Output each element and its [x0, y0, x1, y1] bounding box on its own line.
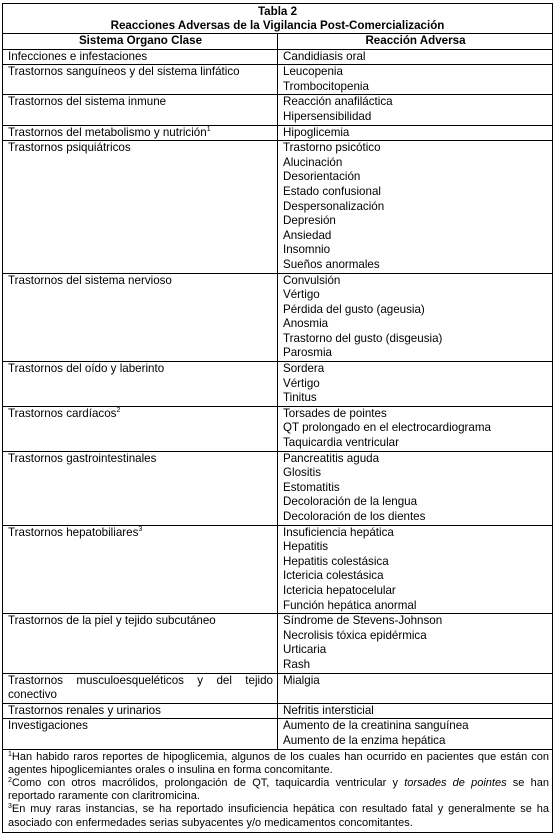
- system-organ-class-name: Trastornos del metabolismo y nutrición: [8, 125, 207, 139]
- adverse-reaction-item: Insomnio: [283, 243, 331, 257]
- system-organ-class-cell: [3, 406, 278, 451]
- adverse-reaction-item: Aumento de la enzima hepática: [283, 733, 446, 747]
- adverse-reaction-item: Insuficiencia hepática: [283, 525, 394, 539]
- adverse-reaction-item: Sueños anormales: [283, 257, 380, 271]
- table-body: [3, 49, 553, 749]
- adverse-reaction-item: Glositis: [283, 466, 322, 480]
- adverse-reaction-cell: [278, 703, 553, 719]
- adverse-reaction-item: Anosmia: [283, 317, 329, 331]
- table-number: Tabla 2: [257, 5, 298, 18]
- adverse-reaction-item: Pérdida del gusto (ageusia): [283, 302, 425, 316]
- system-organ-class-cell: [3, 703, 278, 719]
- adverse-reaction-item: Vértigo: [283, 288, 320, 302]
- system-organ-class-name: Trastornos renales y urinarios: [8, 703, 161, 717]
- table-row: [3, 95, 553, 125]
- system-organ-class-name: Trastornos psiquiátricos: [8, 141, 131, 155]
- adverse-reaction-cell: [278, 49, 553, 65]
- column-header-system: Sistema Organo Clase: [3, 34, 278, 50]
- adverse-reaction-cell: [278, 65, 553, 95]
- adverse-reaction-cell: [278, 141, 553, 273]
- adverse-reaction-item: Rash: [283, 657, 311, 671]
- footnote: [8, 751, 549, 777]
- footnote-italic-term: torsades de pointes: [404, 776, 507, 789]
- adverse-reactions-table: [2, 3, 553, 833]
- table-subtitle: Reacciones Adversas de la Vigilancia Post-Comercialización: [110, 19, 445, 32]
- adverse-reaction-item: Ictericia colestásica: [283, 569, 384, 583]
- adverse-reaction-item: Aumento de la creatinina sanguínea: [283, 719, 469, 733]
- adverse-reaction-cell: [278, 451, 553, 525]
- adverse-reaction-item: Síndrome de Stevens-Johnson: [283, 614, 443, 628]
- adverse-reaction-cell: [278, 273, 553, 362]
- adverse-reaction-item: Hepatitis colestásica: [283, 554, 389, 568]
- footnote: [8, 777, 549, 803]
- footnote-text: En muy raras instancias, se ha reportado insuficiencia hepática con resultado fatal y generalmente se ha asociado con enfermedades serias subyacentes y/o medicamentos concomitantes.: [8, 803, 549, 829]
- adverse-reaction-item: Depresión: [283, 214, 336, 228]
- system-organ-class-cell: [3, 362, 278, 407]
- adverse-reaction-cell: [278, 525, 553, 614]
- adverse-reaction-cell: [278, 95, 553, 125]
- system-organ-class-cell: [3, 65, 278, 95]
- adverse-reaction-item: Trastorno del gusto (disgeusia): [283, 331, 443, 345]
- table-row: [3, 703, 553, 719]
- adverse-reaction-cell: [278, 125, 553, 141]
- system-organ-class-name: Trastornos musculoesqueléticos y del tejido conectivo: [8, 673, 273, 702]
- adverse-reaction-cell: [278, 406, 553, 451]
- adverse-reaction-item: Despersonalización: [283, 199, 385, 213]
- system-organ-class-cell: [3, 141, 278, 273]
- adverse-reaction-item: Mialgia: [283, 673, 320, 687]
- adverse-reaction-item: Trastorno psicótico: [283, 141, 381, 155]
- table-row: [3, 125, 553, 141]
- adverse-reaction-item: Desorientación: [283, 170, 361, 184]
- adverse-reaction-item: Hipersensibilidad: [283, 109, 372, 123]
- system-organ-class-name: Trastornos del sistema inmune: [8, 95, 167, 109]
- table-row: [3, 673, 553, 703]
- footnote-text: Han habido raros reportes de hipoglicemia, algunos de los cuales han ocurrido en pacientes que están con agentes hipoglicemiantes orales o insulina en forma concomitante.: [8, 750, 549, 776]
- adverse-reaction-cell: [278, 362, 553, 407]
- adverse-reaction-cell: [278, 719, 553, 749]
- adverse-reaction-item: Nefritis intersticial: [283, 703, 374, 717]
- column-header-reaction: Reacción Adversa: [278, 34, 553, 50]
- system-organ-class-cell: [3, 273, 278, 362]
- footnote-mark: 1: [8, 750, 12, 758]
- adverse-reaction-item: Estado confusional: [283, 184, 381, 198]
- system-organ-class-name: Trastornos cardíacos: [8, 406, 117, 420]
- adverse-reaction-item: Convulsión: [283, 273, 341, 287]
- table-row: [3, 525, 553, 614]
- adverse-reaction-item: Urticaria: [283, 643, 327, 657]
- adverse-reaction-item: Ansiedad: [283, 228, 332, 242]
- adverse-reaction-item: Estomatitis: [283, 480, 340, 494]
- system-organ-class-name: Investigaciones: [8, 719, 88, 733]
- table-row: [3, 614, 553, 673]
- adverse-reaction-item: Trombocitopenia: [283, 79, 369, 93]
- footnote-text-end: se han reportado raramente con claritromicina.: [8, 776, 549, 803]
- system-organ-class-cell: [3, 95, 278, 125]
- system-organ-class-name: Infecciones e infestaciones: [8, 49, 148, 63]
- system-organ-class-cell: [3, 525, 278, 614]
- adverse-reaction-item: Candidiasis oral: [283, 49, 366, 63]
- adverse-reaction-item: Ictericia hepatocelular: [283, 583, 396, 597]
- system-organ-class-name: Trastornos sanguíneos y del sistema linfático: [8, 65, 240, 79]
- footnote: [8, 803, 549, 829]
- footnote-text: Como con otros macrólidos, prolongación de QT, taquicardia ventricular y: [11, 776, 405, 789]
- table-row: [3, 719, 553, 749]
- adverse-reaction-item: Taquicardia ventricular: [283, 436, 399, 450]
- footnote-reference: 2: [116, 406, 121, 414]
- footnote-mark: 3: [8, 803, 12, 811]
- adverse-reaction-cell: [278, 673, 553, 703]
- system-organ-class-cell: [3, 451, 278, 525]
- table-row: [3, 451, 553, 525]
- system-organ-class-name: Trastornos de la piel y tejido subcutáneo: [8, 614, 216, 628]
- adverse-reaction-item: Hipoglicemia: [283, 125, 350, 139]
- adverse-reaction-item: Leucopenia: [283, 65, 343, 79]
- table-row: [3, 273, 553, 362]
- table-title: [3, 4, 553, 34]
- table-row: [3, 406, 553, 451]
- system-organ-class-name: Trastornos gastrointestinales: [8, 451, 157, 465]
- adverse-reaction-item: Necrolisis tóxica epidérmica: [283, 628, 427, 642]
- table-row: [3, 49, 553, 65]
- system-organ-class-name: Trastornos hepatobiliares: [8, 525, 139, 539]
- table-row: [3, 362, 553, 407]
- adverse-reaction-item: Vértigo: [283, 376, 320, 390]
- adverse-reaction-item: Sordera: [283, 362, 325, 376]
- adverse-reaction-item: Alucinación: [283, 155, 343, 169]
- table-row: [3, 141, 553, 273]
- system-organ-class-cell: [3, 49, 278, 65]
- adverse-reaction-item: Hepatitis: [283, 540, 329, 554]
- adverse-reaction-item: Torsades de pointes: [283, 406, 387, 420]
- system-organ-class-cell: [3, 614, 278, 673]
- footnote-reference: 1: [206, 125, 211, 133]
- table-row: [3, 65, 553, 95]
- footnotes: [3, 749, 553, 832]
- adverse-reaction-item: Decoloración de los dientes: [283, 510, 426, 523]
- adverse-reaction-item: Pancreatitis aguda: [283, 451, 380, 465]
- adverse-reaction-item: QT prolongado en el electrocardiograma: [283, 421, 491, 435]
- system-organ-class-cell: [3, 719, 278, 749]
- system-organ-class-cell: [3, 673, 278, 703]
- system-organ-class-name: Trastornos del sistema nervioso: [8, 273, 172, 287]
- adverse-reaction-cell: [278, 614, 553, 673]
- adverse-reaction-item: Tinitus: [283, 391, 317, 405]
- adverse-reaction-item: Función hepática anormal: [283, 598, 417, 612]
- adverse-reaction-item: Decoloración de la lengua: [283, 495, 418, 509]
- adverse-reaction-item: Parosmia: [283, 346, 332, 360]
- system-organ-class-cell: [3, 125, 278, 141]
- footnote-mark: 2: [8, 776, 12, 784]
- footnote-reference: 3: [138, 525, 143, 533]
- system-organ-class-name: Trastornos del oído y laberinto: [8, 362, 165, 376]
- adverse-reaction-item: Reacción anafiláctica: [283, 95, 393, 109]
